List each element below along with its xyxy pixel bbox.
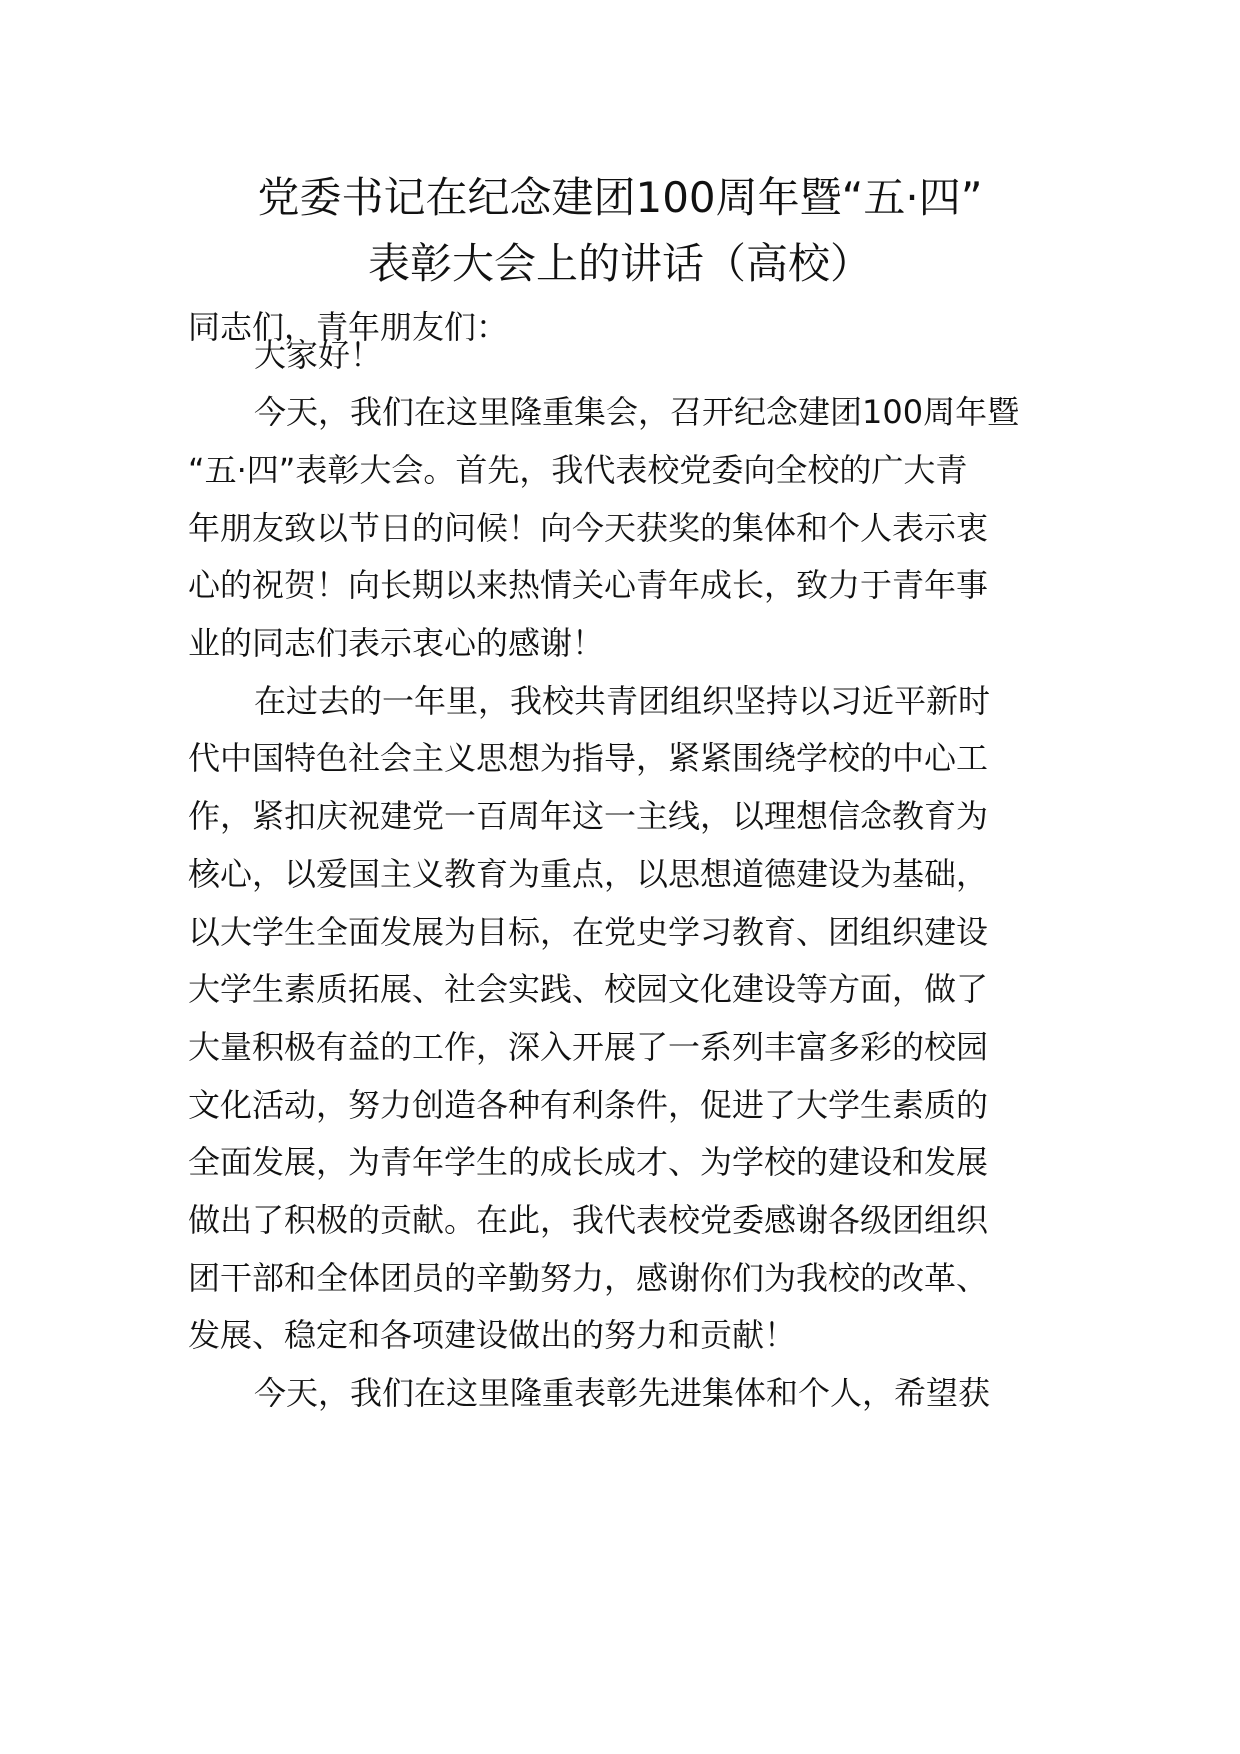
paragraph-line: 今天，我们在这里隆重表彰先进集体和个人，希望获 bbox=[254, 1374, 991, 1412]
paragraph-line: 心的祝贺！向长期以来热情关心青年成长，致力于青年事 bbox=[188, 566, 989, 604]
paragraph-line: 作，紧扣庆祝建党一百周年这一主线，以理想信念教育为 bbox=[188, 797, 989, 835]
paragraph-line: 做出了积极的贡献。在此，我代表校党委感谢各级团组织 bbox=[188, 1201, 989, 1239]
paragraph-line: 全面发展，为青年学生的成长成才、为学校的建设和发展 bbox=[188, 1143, 989, 1181]
document-title-line-2: 表彰大会上的讲话（高校） bbox=[367, 239, 872, 288]
paragraph-line: 以大学生全面发展为目标，在党史学习教育、团组织建设 bbox=[188, 913, 989, 951]
paragraph-line: 发展、稳定和各项建设做出的努力和贡献！ bbox=[188, 1316, 797, 1354]
paragraph-line: 文化活动，努力创造各种有利条件，促进了大学生素质的 bbox=[188, 1086, 989, 1124]
paragraph-line: 团干部和全体团员的辛勤努力，感谢你们为我校的改革、 bbox=[188, 1259, 989, 1297]
paragraph-line: 业的同志们表示衷心的感谢！ bbox=[188, 624, 605, 662]
paragraph-line: 在过去的一年里，我校共青团组织坚持以习近平新时 bbox=[254, 682, 991, 720]
greeting-line: 大家好！ bbox=[254, 336, 383, 374]
paragraph-line: “五·四”表彰大会。首先，我代表校党委向全校的广大青 bbox=[188, 451, 968, 489]
paragraph-line: 大量积极有益的工作，深入开展了一系列丰富多彩的校园 bbox=[188, 1028, 989, 1066]
paragraph-line: 今天，我们在这里隆重集会，召开纪念建团100周年暨 bbox=[254, 393, 1020, 431]
salutation-line: 同志们，青年朋友们： bbox=[188, 308, 509, 346]
paragraph-line: 大学生素质拓展、社会实践、校园文化建设等方面，做了 bbox=[188, 970, 989, 1008]
document-title-line-1: 党委书记在纪念建团100周年暨“五·四” bbox=[257, 173, 983, 222]
paragraph-line: 核心，以爱国主义教育为重点，以思想道德建设为基础， bbox=[188, 855, 989, 893]
paragraph-line: 代中国特色社会主义思想为指导，紧紧围绕学校的中心工 bbox=[188, 739, 989, 777]
paragraph-line: 年朋友致以节日的问候！向今天获奖的集体和个人表示衷 bbox=[188, 509, 989, 547]
